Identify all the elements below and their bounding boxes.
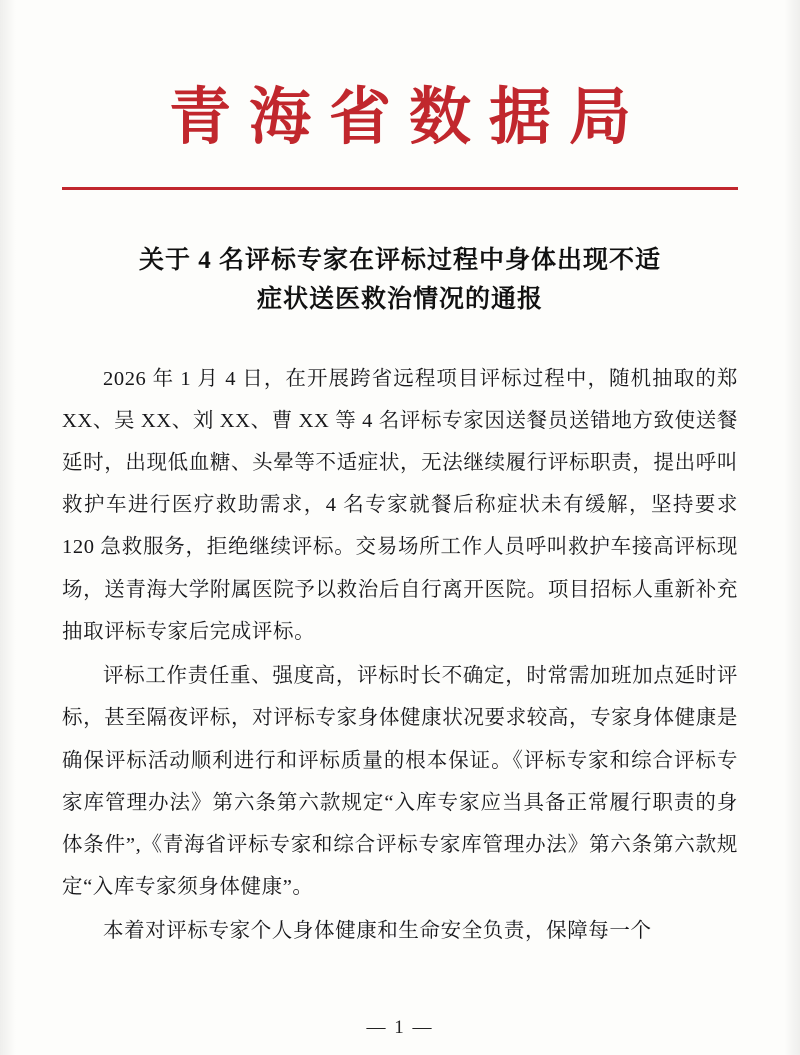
page-title-line-1: 关于 4 名评标专家在评标过程中身体出现不适 <box>138 247 661 275</box>
body-paragraph: 2026 年 1 月 4 日，在开展跨省远程项目评标过程中，随机抽取的郑 XX、吴 XX、刘 XX、曹 XX 等 4 名评标专家因送餐员送错地方致使送餐延时，出现低血糖、头晕等不适症状，无法继续履行评标职责，提出呼叫救护车进行医疗救助需求，4 名专家就餐后称症状未有缓解，坚持要求 120 急救服务，拒绝继续评标。交易场所工作人员呼叫救护车接高评标现场，送青海大学附属医院予以救治后自行离开医院。项目招标人重新补充抽取评标专家后完成评标。 <box>62 367 738 643</box>
masthead <box>62 0 738 190</box>
page-title-line-2: 症状送医救治情况的通报 <box>256 285 543 313</box>
document-body <box>62 358 738 953</box>
page-title <box>62 242 738 320</box>
page-number: — 1 — <box>366 1017 434 1038</box>
body-paragraph: 评标工作责任重、强度高，评标时长不确定，时常需加班加点延时评标，甚至隔夜评标，对评标专家身体健康状况要求较高，专家身体健康是确保评标活动顺利进行和评标质量的根本保证。《评标专家和综合评标专家库管理办法》第六条第六款规定“入库专家应当具备正常履行职责的身体条件”,《青海省评标专家和综合评标专家库管理办法》第六条第六款规定“入库专家须身体健康”。 <box>62 665 738 899</box>
issuing-authority-title: 青海省数据局 <box>168 84 649 152</box>
page-edge-shadow-left <box>0 0 16 1055</box>
body-paragraph: 本着对评标专家个人身体健康和生命安全负责，保障每一个 <box>103 920 652 943</box>
masthead-divider <box>62 187 738 190</box>
page-edge-shadow-right <box>784 0 800 1055</box>
